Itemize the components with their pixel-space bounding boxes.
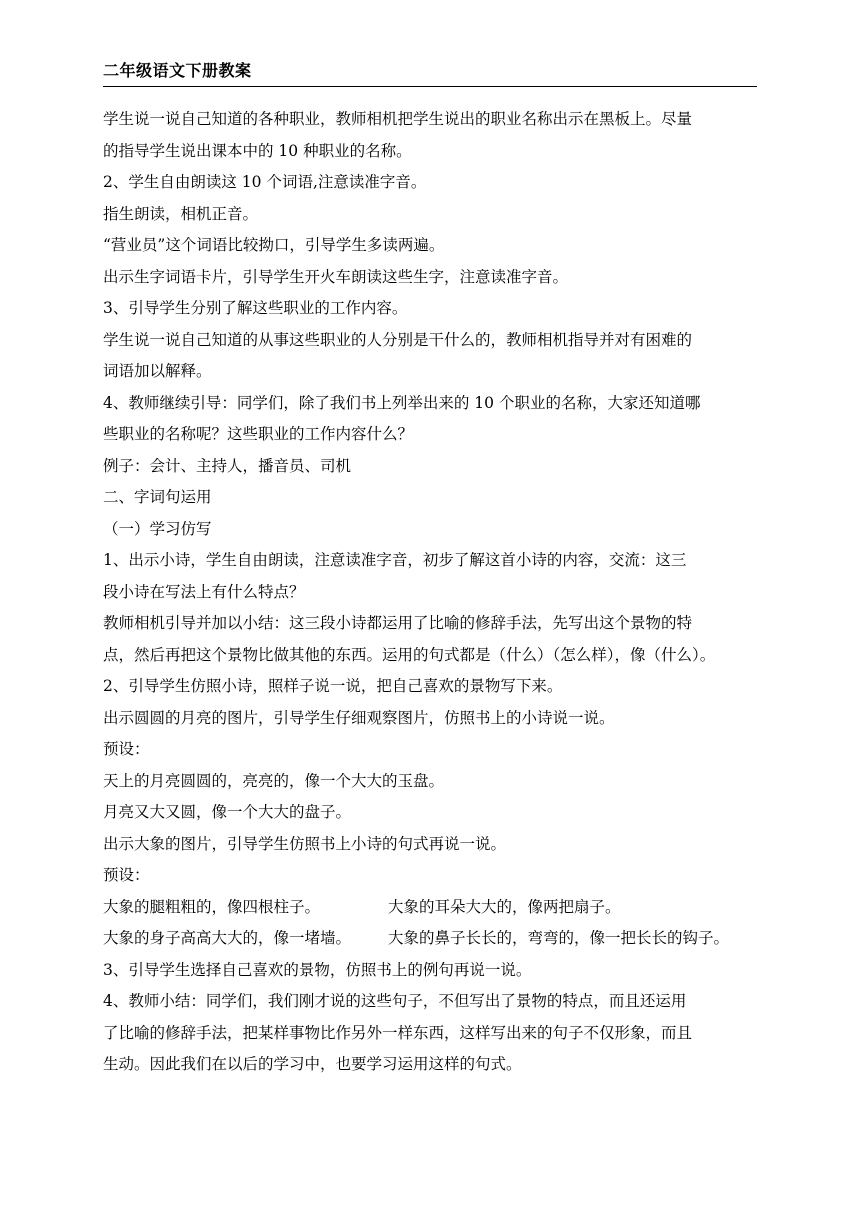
paragraph-line: 4、教师小结：同学们，我们刚才说的这些句子，不但写出了景物的特点，而且还运用 — [103, 992, 687, 1010]
paragraph-line: 预设： — [103, 866, 150, 884]
paragraph-line: 教师相机引导并加以小结：这三段小诗都运用了比喻的修辞手法，先写出这个景物的特 — [103, 614, 693, 632]
paragraph-line: 2、引导学生仿照小诗，照样子说一说，把自己喜欢的景物写下来。 — [103, 677, 563, 695]
paragraph-line: 天上的月亮圆圆的，亮亮的，像一个大大的玉盘。 — [103, 771, 445, 790]
section-heading: 二、字词句运用 — [103, 488, 212, 506]
header-divider — [103, 86, 757, 87]
paragraph-line: 月亮又大又圆，像一个大大的盘子。 — [103, 803, 352, 821]
document-body — [103, 104, 759, 1081]
paragraph-line: “营业员”这个词语比较拗口，引导学生多读两遍。 — [103, 236, 445, 254]
paragraph-line: 些职业的名称呢？这些职业的工作内容什么？ — [103, 425, 414, 443]
example-pair — [103, 892, 759, 924]
paragraph-line: 预设： — [103, 740, 150, 758]
subsection-heading: （一）学习仿写 — [103, 519, 212, 538]
paragraph-line: 词语加以解释。 — [103, 362, 212, 380]
paragraph-line: 3、引导学生分别了解这些职业的工作内容。 — [103, 299, 408, 317]
paragraph-line: 出示生字词语卡片，引导学生开火车朗读这些生字，注意读准字音。 — [103, 267, 569, 286]
example-left: 大象的身子高高大大的，像一堵墙。 — [103, 929, 352, 947]
paragraph-line: 3、引导学生选择自己喜欢的景物，仿照书上的例句再说一说。 — [103, 960, 532, 979]
paragraph-line: 例子：会计、主持人，播音员、司机 — [103, 456, 352, 475]
paragraph-line: 的指导学生说出课本中的 10 种职业的名称。 — [103, 141, 412, 160]
paragraph-line: 生动。因此我们在以后的学习中，也要学习运用这样的句式。 — [103, 1055, 522, 1073]
paragraph-line: 学生说一说自己知道的各种职业，教师相机把学生说出的职业名称出示在黑板上。尽量 — [103, 110, 693, 128]
paragraph-line: 4、教师继续引导：同学们，除了我们书上列举出来的 10 个职业的名称，大家还知道哪 — [103, 393, 701, 412]
paragraph-line: 出示大象的图片，引导学生仿照书上小诗的句式再说一说。 — [103, 834, 507, 853]
paragraph-line: 了比喻的修辞手法，把某样事物比作另外一样东西，这样写出来的句子不仅形象，而且 — [103, 1023, 693, 1042]
example-right: 大象的耳朵大大的，像两把扇子。 — [388, 897, 621, 916]
example-right: 大象的鼻子长长的，弯弯的，像一把长长的钩子。 — [388, 929, 730, 947]
paragraph-line: 1、出示小诗，学生自由朗读，注意读准字音，初步了解这首小诗的内容，交流：这三 — [103, 551, 687, 569]
paragraph-line: 出示圆圆的月亮的图片，引导学生仔细观察图片，仿照书上的小诗说一说。 — [103, 708, 615, 727]
paragraph-line: 指生朗读，相机正音。 — [103, 204, 259, 223]
paragraph-line: 段小诗在写法上有什么特点？ — [103, 582, 305, 601]
example-left: 大象的腿粗粗的，像四根柱子。 — [103, 897, 321, 916]
paragraph-line: 点，然后再把这个景物比做其他的东西。运用的句式都是（什么）（怎么样），像（什么）。 — [103, 645, 716, 664]
page-header-title: 二年级语文下册教案 — [103, 61, 252, 80]
paragraph-line: 学生说一说自己知道的从事这些职业的人分别是干什么的，教师相机指导并对有困难的 — [103, 330, 693, 349]
example-pair — [103, 923, 759, 955]
paragraph-line: 2、学生自由朗读这 10 个词语,注意读准字音。 — [103, 173, 427, 191]
